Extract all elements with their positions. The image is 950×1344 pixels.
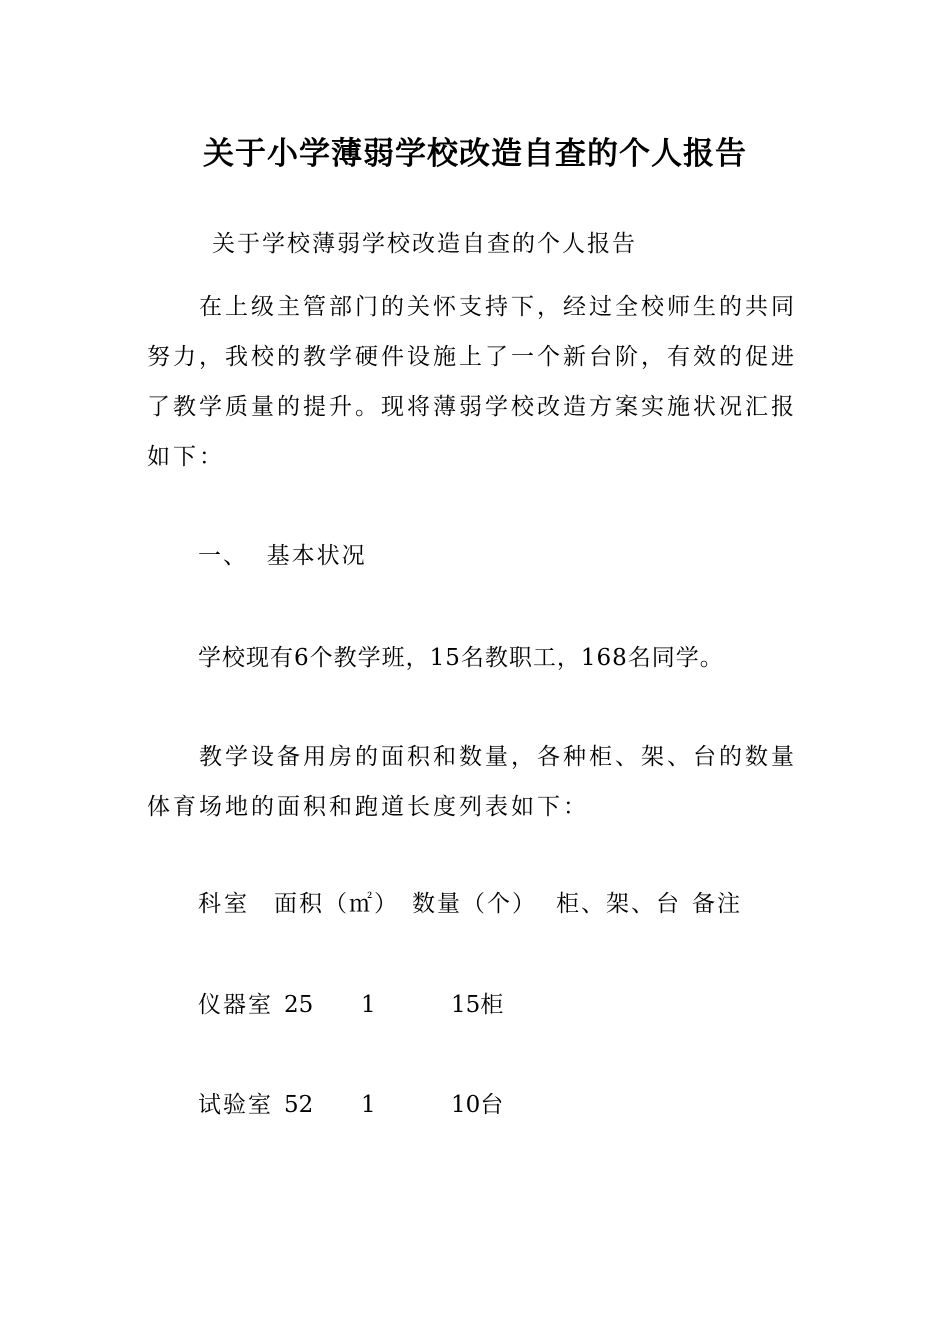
table-intro-paragraph: 教学设备用房的面积和数量，各种柜、架、台的数量体育场地的面积和跑道长度列表如下：	[147, 744, 797, 820]
table-header-cell: 科室	[198, 891, 250, 917]
table-cell: 52	[284, 1092, 314, 1118]
table-cell: 1	[361, 992, 376, 1018]
table-cell: 1	[361, 1092, 376, 1118]
table-header-cell: 数量（个）	[412, 891, 537, 917]
document-title: 关于小学薄弱学校改造自查的个人报告	[203, 136, 747, 172]
table-cell: 25	[284, 992, 314, 1018]
table-cell: 15柜	[451, 992, 504, 1018]
table-cell: 10台	[451, 1092, 504, 1118]
table-header-cell: 柜、架、台	[556, 891, 681, 917]
document-subtitle: 关于学校薄弱学校改造自查的个人报告	[212, 231, 637, 257]
table-header-cell: 备注	[692, 891, 742, 917]
intro-paragraph: 在上级主管部门的关怀支持下，经过全校师生的共同努力，我校的教学硬件设施上了一个新台阶，有效的促进了教学质量的提升。现将薄弱学校改造方案实施状况汇报如下：	[147, 294, 797, 470]
table-cell: 仪器室	[198, 992, 273, 1018]
section-heading-basic: 一、 基本状况	[198, 543, 367, 569]
basic-info-text: 学校现有6个教学班，15名教职工，168名同学。	[198, 645, 724, 671]
table-cell: 试验室	[198, 1092, 273, 1118]
table-header-cell: 面积（㎡）	[274, 891, 399, 917]
